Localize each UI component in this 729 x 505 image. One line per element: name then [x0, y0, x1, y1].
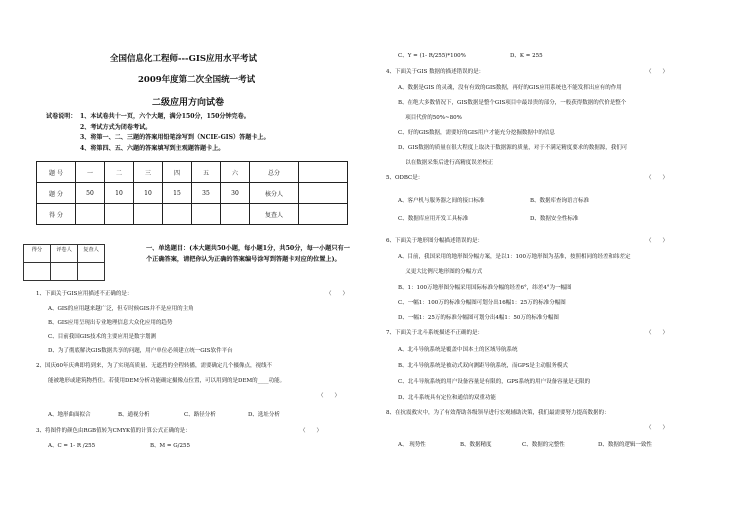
table-cell: 复查人 [78, 245, 105, 263]
option: C、好的GIS数据，需要好的GIS用户才能充分挖掘数据中的信息 [398, 130, 555, 136]
table-cell: 四 [163, 162, 192, 183]
exam-year: 2009年度第二次全国统一考试 [138, 75, 256, 85]
option: A、 现势性 [398, 442, 426, 448]
question-text: 8、在抗震救灾中，为了有效帮助各级领导进行宏观辅助决策，我们最需要努力提高数据的： [386, 410, 610, 416]
answer-paren: （ ） [646, 238, 669, 244]
option: D、K = 255 [510, 53, 543, 59]
table-cell: 题 分 [37, 183, 76, 204]
option: D、GIS数据的质量在很大程度上取决于数据源的质量，对于不满足精度要求的数据源，我们可 [398, 145, 628, 151]
table-cell [78, 263, 105, 281]
table-cell [51, 263, 78, 281]
table-cell: 10 [134, 183, 163, 204]
table-cell [134, 204, 163, 225]
table-cell: 评卷人 [51, 245, 78, 263]
exam-instructions [46, 112, 270, 154]
option: C、Y = (1- R/255)*100% [398, 53, 466, 59]
option: C、北斗导航系统的用户设备容量是有限的，GPS系统的用户设备容量是无限的 [398, 379, 591, 385]
instruction-item: 1、本试卷共十一页，六个大题，满分150分，150分钟完卷。 [80, 113, 250, 120]
option: B、数据精度 [460, 442, 492, 448]
table-cell: 总分 [250, 162, 299, 183]
option: D、数据的逻辑一致性 [598, 442, 652, 448]
table-cell [221, 204, 250, 225]
grader-table [23, 244, 105, 281]
table-row [37, 183, 348, 204]
table-row [37, 162, 348, 183]
option: A、GIS的应用越来越广泛，但专时候GIS并不是应用的主角 [48, 306, 194, 312]
option: C、数据库应用开发工具标准 [398, 216, 469, 222]
option: D、选址分析 [248, 412, 280, 418]
table-cell: 三 [134, 162, 163, 183]
question-text: 6、下面关于地形图分幅描述错误的是： [386, 238, 484, 244]
option: B、M = G/255 [150, 443, 191, 449]
option: C、数据的完整性 [522, 442, 565, 448]
option: 以在数据采集后进行高精度误差校正 [398, 160, 494, 166]
question-text: 3、将图件的颜色由RGB值转为CMYK值的计算公式正确的是： [36, 428, 191, 434]
table-cell [299, 204, 348, 225]
table-cell [24, 263, 51, 281]
option: D、北斗系统具有定位和通信的双重功能 [398, 395, 496, 401]
option: D、为了彻底解决GIS数据共享的问题，用户单位必须建立统一GIS软件平台 [48, 348, 233, 354]
table-cell: 50 [76, 183, 105, 204]
table-cell: 二 [105, 162, 134, 183]
table-cell: 10 [105, 183, 134, 204]
option: B、北斗导航系统是被动式双向测距导航系统，而GPS是主动服务模式 [398, 363, 568, 369]
option: B、在绝大多数情况下，GIS数据是整个GIS项目中最昂贵的部分，一般获得数据的代价是整个 [398, 100, 627, 106]
question-text: 5、ODBC是： [386, 175, 424, 181]
table-cell [105, 204, 134, 225]
question-text: 2、国庆60年庆典即将到来，为了实现高质量、无遮挡的全程转播，需要确定几个摄像点，视线不 [36, 363, 273, 369]
table-cell: 一 [76, 162, 105, 183]
table-cell [299, 183, 348, 204]
table-cell: 核分人 [250, 183, 299, 204]
instruction-item: 2、考试方式为闭卷考试。 [80, 123, 152, 131]
option: B、1：100万地形图分幅采用国际标准分幅的经差6°，纬差4°为一幅图 [398, 285, 572, 291]
option: D、一幅1：25万的标准分幅图可划分出4幅1：50万的标准分幅图 [398, 315, 559, 321]
table-cell: 35 [192, 183, 221, 204]
option: B、通视分析 [118, 412, 150, 418]
option: D、数据安全性标准 [530, 216, 579, 222]
exam-level: 二级应用方向试卷 [152, 98, 225, 108]
answer-paren: （ ） [318, 393, 341, 399]
section-heading: 一、单选题目：(本大题共50小题，每小题1分，共50分，每一小题只有一个正确答案，请把你认为正确的答案编号涂写到答题卡对应的位置上)。 [146, 245, 350, 263]
table-row [24, 245, 105, 263]
table-cell [192, 204, 221, 225]
table-row [24, 263, 105, 281]
table-cell: 题 号 [37, 162, 76, 183]
table-cell: 五 [192, 162, 221, 183]
answer-paren: （ ） [325, 291, 348, 297]
answer-paren: （ ） [300, 428, 323, 434]
table-row [37, 204, 348, 225]
table-cell: 六 [221, 162, 250, 183]
table-cell: 复查人 [250, 204, 299, 225]
option: B、GIS应用呈现出专业地理信息大众化应用的趋势 [48, 320, 173, 326]
option: C、一幅1：100万的标准分幅图可划分出16幅1：25万的标准分幅图 [398, 300, 566, 306]
option: A、C = 1- R /255 [48, 443, 96, 449]
option: A、目前，我国采用的地形图分幅方案，是以1：100万地形图为基准，按照相同的经差和纬差定 [398, 254, 631, 260]
table-cell: 30 [221, 183, 250, 204]
exam-title: 全国信息化工程师---GIS应用水平考试 [110, 54, 257, 64]
instructions-label: 试卷说明： [46, 113, 77, 120]
option: A、地形曲面拟合 [48, 412, 91, 418]
option: C、路径分析 [184, 412, 216, 418]
question-text: 能被地形或建筑物挡住。若使用DEM分析功能确定摄像点位置，可以用到的是DEM的____功能。 [48, 378, 286, 384]
answer-paren: （ ） [646, 69, 669, 75]
option: A、客户机与服务器之间的接口标准 [398, 198, 485, 204]
table-cell [76, 204, 105, 225]
option: 义更大比例尺地形图的分幅方式 [398, 269, 483, 275]
score-table [36, 161, 348, 225]
table-cell: 15 [163, 183, 192, 204]
option: C、目前我国GIS技术的主要应用是数字划测 [48, 334, 157, 340]
table-cell [299, 162, 348, 183]
question-text: 4、下面关于GIS 数据的描述错误的是： [386, 69, 485, 75]
question-text: 7、下面关于北斗系统描述不正确的是： [386, 330, 484, 336]
instruction-item: 3、将第一、二、三题的答案用铅笔涂写到（NCIE-GIS）答题卡上。 [80, 134, 270, 141]
table-cell: 得分 [24, 245, 51, 263]
option: A、数据是GIS 的灵魂，没有有效的GIS数据，再好的GIS应用系统也不能发挥出应有的作用 [398, 85, 622, 91]
question-text: 1、下面关于GIS应用描述不正确的是： [36, 291, 133, 297]
table-cell [163, 204, 192, 225]
table-cell: 得 分 [37, 204, 76, 225]
option: A、北斗导航系统是覆盖中国本土的区域导航系统 [398, 347, 518, 353]
option: 项目代价的50%~80% [398, 115, 462, 121]
answer-paren: （ ） [646, 175, 669, 181]
option: B、数据库查询语言标准 [530, 198, 590, 204]
answer-paren: （ ） [646, 330, 669, 336]
answer-paren: （ ） [646, 425, 669, 431]
instruction-item: 4、将第四、五、六题的答案填写到主观题答题卡上。 [80, 144, 225, 152]
question-stem [36, 290, 356, 299]
